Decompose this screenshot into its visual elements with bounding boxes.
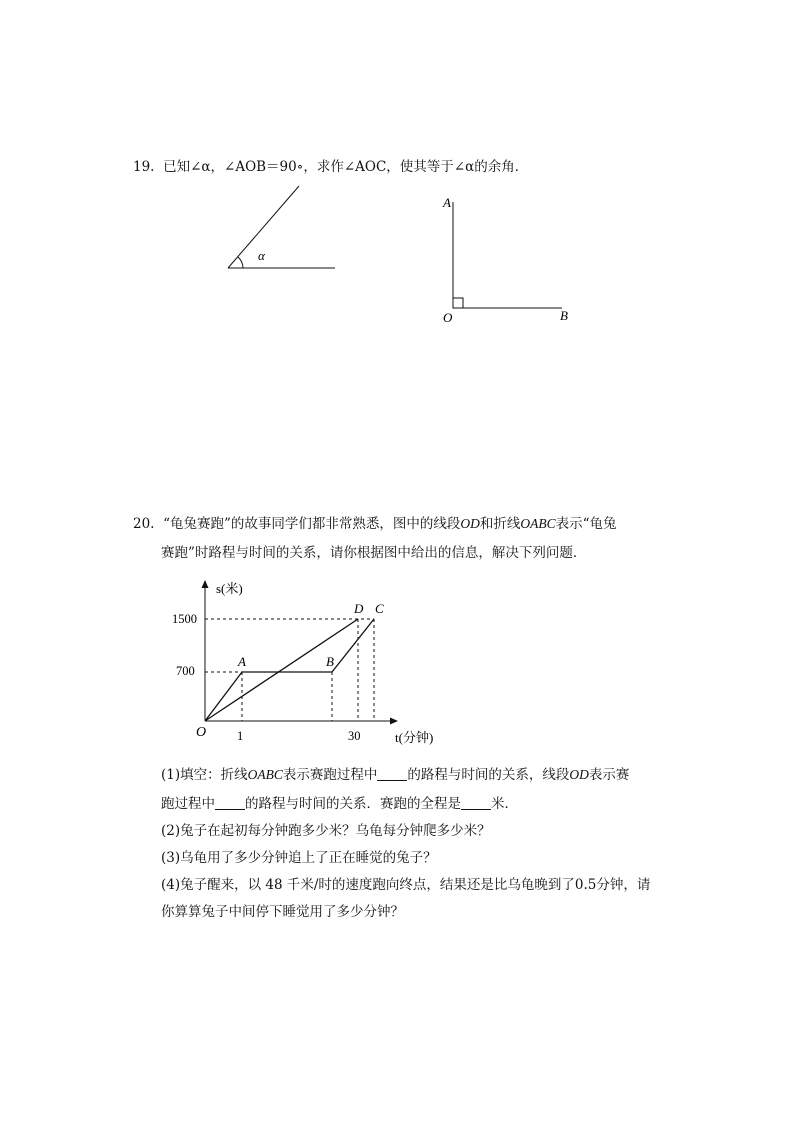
point-label-d: D	[354, 601, 364, 616]
y-axis-arrow	[202, 580, 209, 588]
point-label-c: C	[375, 601, 384, 616]
point-label-b: B	[326, 654, 334, 669]
q20-intro-od: OD	[460, 516, 480, 531]
alpha-arc	[238, 257, 243, 268]
angle-aob-figure	[438, 192, 588, 327]
p1-text-c: 的路程与时间的关系，线段	[407, 767, 570, 783]
label-a: A	[443, 195, 451, 210]
q20-number: 20.	[133, 516, 155, 532]
q20-intro-line1	[133, 515, 617, 533]
y-tick-1500: 1500	[172, 612, 197, 626]
q20-intro-text-c: 表示“龟兔	[555, 516, 617, 532]
x-tick-30: 30	[348, 729, 361, 743]
q20-intro-line2: 赛跑”时路程与时间的关系，请你根据图中给出的信息，解决下列问题．	[161, 545, 587, 561]
q19-number: 19.	[133, 159, 155, 175]
race-chart	[160, 574, 450, 754]
x-axis-arrow	[390, 718, 398, 725]
q20-part3: (3)乌龟用了多少分钟追上了正在睡觉的兔子？	[161, 850, 437, 866]
p1-text-a: (1)填空：折线	[161, 767, 248, 783]
p1-text-f: 的路程与时间的关系．赛跑的全程是	[245, 796, 461, 812]
q20-part4-line2: 你算算兔子中间停下睡觉用了多少分钟？	[161, 904, 404, 920]
p1-blank-1	[377, 767, 407, 781]
point-label-a: A	[238, 654, 246, 669]
right-angle-mark	[453, 298, 463, 308]
p1-od: OD	[569, 767, 589, 782]
label-o: O	[443, 310, 453, 325]
p1-oabc: OABC	[247, 767, 283, 782]
p1-text-g: 米．	[491, 796, 518, 812]
p1-text-d: 表示赛	[588, 767, 630, 783]
origin-label: O	[196, 725, 207, 740]
q20-intro-text-b: 和折线	[479, 516, 521, 532]
y-axis-label: s(米)	[216, 581, 243, 596]
q20-part1-line2	[161, 795, 518, 813]
q19-text: 已知∠α，∠AOB＝90∘，求作∠AOC，使其等于∠α的余角．	[163, 159, 529, 175]
q20-part4-line1: (4)兔子醒来，以 48 千米/时的速度跑向终点，结果还是比乌龟晚到了0.5分钟，请	[161, 877, 651, 893]
p1-text-e: 跑过程中	[161, 796, 215, 812]
x-tick-1: 1	[237, 729, 244, 743]
q20-part2: (2)兔子在起初每分钟跑多少米？乌龟每分钟爬多少米？	[161, 823, 491, 839]
y-tick-700: 700	[176, 664, 195, 678]
p1-blank-3	[461, 796, 491, 810]
q20-part1-line1	[161, 766, 629, 784]
label-b: B	[560, 308, 568, 323]
series-od	[205, 619, 358, 721]
q20-intro-text-a: “龟兔赛跑”的故事同学们都非常熟悉，图中的线段	[163, 516, 461, 532]
p1-text-b: 表示赛跑过程中	[282, 767, 378, 783]
q20-intro-oabc: OABC	[520, 516, 556, 531]
x-axis-label: t(分钟)	[395, 730, 434, 745]
alpha-label: α	[258, 248, 265, 263]
q19-line	[133, 158, 528, 176]
series-oabc	[205, 619, 374, 721]
angle-alpha-figure	[220, 178, 350, 278]
p1-blank-2	[215, 796, 245, 810]
